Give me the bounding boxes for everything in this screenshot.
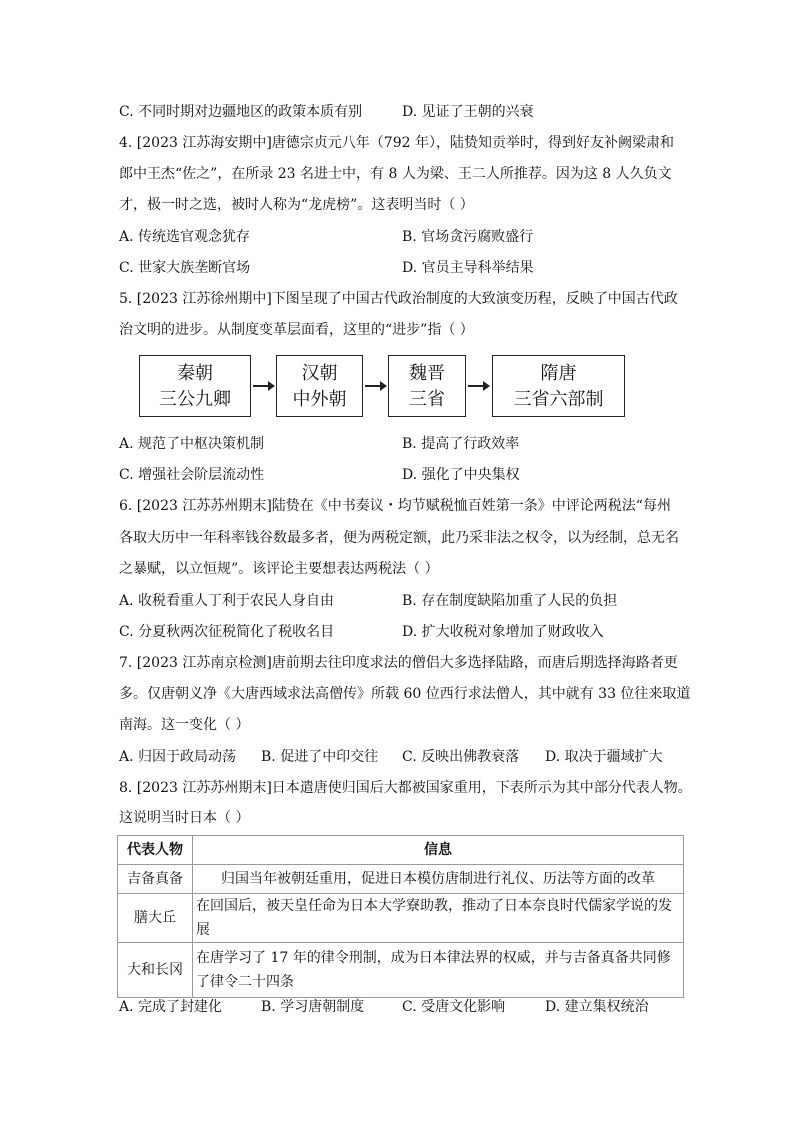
- flow-box-suitang: [492, 355, 625, 417]
- q8-option-c: C. 受唐文化影响: [402, 999, 506, 1015]
- q4-option-b: B. 官场贪污腐败盛行: [402, 229, 534, 245]
- flow-box-han-dynasty: 汉朝: [301, 363, 338, 384]
- q7-stem-line-3: 南海。这一变化（ ）: [119, 717, 250, 733]
- q5-stem-line-2: 治文明的进步。从制度变革层面看，这里的“进步”指（ ）: [119, 322, 474, 338]
- table-cell-info: 归国当年被朝廷重用，促进日本模仿唐制进行礼仪、历法等方面的改革: [193, 865, 684, 894]
- q7-option-a: A. 归因于政局动荡: [119, 749, 237, 765]
- q4-stem-line-3: 才，极一时之选，被时人称为“龙虎榜”。这表明当时（ ）: [119, 197, 474, 213]
- flow-box-han-system: 中外朝: [292, 389, 347, 410]
- q8-option-d: D. 建立集权统治: [545, 999, 649, 1015]
- q4-option-c: C. 世家大族垄断官场: [119, 260, 251, 276]
- q7-option-d: D. 取决于疆域扩大: [545, 749, 663, 765]
- table-header-info: 信息: [193, 836, 684, 865]
- q5-option-b: B. 提高了行政效率: [402, 436, 520, 452]
- q6-option-a: A. 收税看重人丁利于农民人身自由: [119, 593, 335, 609]
- q8-option-a: A. 完成了封建化: [119, 999, 223, 1015]
- q7-option-b: B. 促进了中印交往: [261, 749, 379, 765]
- q7-stem-line-2: 多。仅唐朝义净《大唐西域求法高僧传》所载 60 位西行求法僧人，其中就有 33 位往来取道: [119, 686, 691, 702]
- q5-option-a: A. 规范了中枢决策机制: [119, 436, 265, 452]
- table-cell-info: 在唐学习了 17 年的律令刑制，成为日本律法界的权威，并与吉备真备共同修了律令二十四条: [193, 943, 684, 998]
- q6-stem-line-2: 各取大历中一年科率钱谷数最多者，便为两税定额，此乃采非法之权令，以为经制，总无名: [119, 530, 679, 546]
- flow-box-weijin-dynasty: 魏晋: [409, 363, 445, 384]
- q7-option-c: C. 反映出佛教衰落: [402, 749, 520, 765]
- table-header-person: 代表人物: [118, 836, 193, 865]
- table-cell-info: 在回国后，被天皇任命为日本大学寮助教，推动了日本奈良时代儒家学说的发展: [193, 894, 684, 943]
- q6-option-b: B. 存在制度缺陷加重了人民的负担: [402, 593, 618, 609]
- table-row: [118, 943, 684, 998]
- q4-option-d: D. 官员主导科举结果: [402, 260, 534, 276]
- q8-stem-line-1: 8. [2023 江苏苏州期末]日本遣唐使归国后大都被国家重用，下表所示为其中部分代表人物。: [119, 780, 692, 796]
- dynasty-flowchart: [139, 355, 625, 419]
- q4-stem-line-2: 郎中王杰“佐之”，在所录 23 名进士中，有 8 人为梁、王二人所推荐。因为这 8 人久负文: [119, 166, 672, 182]
- q8-option-b: B. 学习唐朝制度: [261, 999, 365, 1015]
- q7-stem-line-1: 7. [2023 江苏南京检测]唐前期去往印度求法的僧侣大多选择陆路，而唐后期选择海路者更: [119, 655, 678, 671]
- table-row: [118, 894, 684, 943]
- q6-option-d: D. 扩大收税对象增加了财政收入: [402, 624, 604, 640]
- q6-stem-line-1: 6. [2023 江苏苏州期末]陆贽在《中书奏议・均节赋税恤百姓第一条》中评论两税法“每州: [119, 498, 671, 514]
- flow-box-suitang-system: 三省六部制: [513, 389, 604, 410]
- q8-stem-line-2: 这说明当时日本（ ）: [119, 810, 250, 826]
- flow-arrow-2: [365, 385, 385, 387]
- flow-box-suitang-dynasty: 隋唐: [540, 363, 577, 384]
- q3-option-d: D. 见证了王朝的兴衰: [402, 104, 534, 120]
- table-cell-name: 吉备真备: [118, 865, 193, 894]
- flow-box-qin-system: 三公九卿: [159, 389, 231, 410]
- flow-arrow-1: [253, 385, 273, 387]
- flow-box-qin: [139, 355, 251, 417]
- flow-arrow-3: [468, 385, 488, 387]
- flow-box-weijin: [388, 355, 466, 417]
- table-cell-name: 膳大丘: [118, 894, 193, 943]
- q5-stem-line-1: 5. [2023 江苏徐州期中]下图呈现了中国古代政治制度的大致演变历程，反映了中国古代政: [119, 291, 678, 307]
- table-cell-name: 大和长冈: [118, 943, 193, 998]
- q5-option-d: D. 强化了中央集权: [402, 467, 520, 483]
- q5-option-c: C. 增强社会阶层流动性: [119, 467, 265, 483]
- q4-stem-line-1: 4. [2023 江苏海安期中]唐德宗贞元八年（792 年），陆贽知贡举时，得到好友补阙梁肃和: [119, 135, 674, 151]
- q3-option-c: C. 不同时期对边疆地区的政策本质有别: [119, 104, 363, 120]
- flow-box-qin-dynasty: 秦朝: [177, 363, 213, 384]
- q6-stem-line-3: 之暴赋，以立恒规”。该评论主要想表达两税法（ ）: [119, 561, 439, 577]
- q6-option-c: C. 分夏秋两次征税简化了税收名目: [119, 624, 335, 640]
- q4-option-a: A. 传统选官观念犹存: [119, 229, 251, 245]
- table-header-row: [118, 836, 684, 865]
- envoy-table: [117, 835, 684, 998]
- flow-box-weijin-system: 三省: [409, 389, 445, 410]
- table-row: [118, 865, 684, 894]
- flow-box-han: [276, 355, 363, 417]
